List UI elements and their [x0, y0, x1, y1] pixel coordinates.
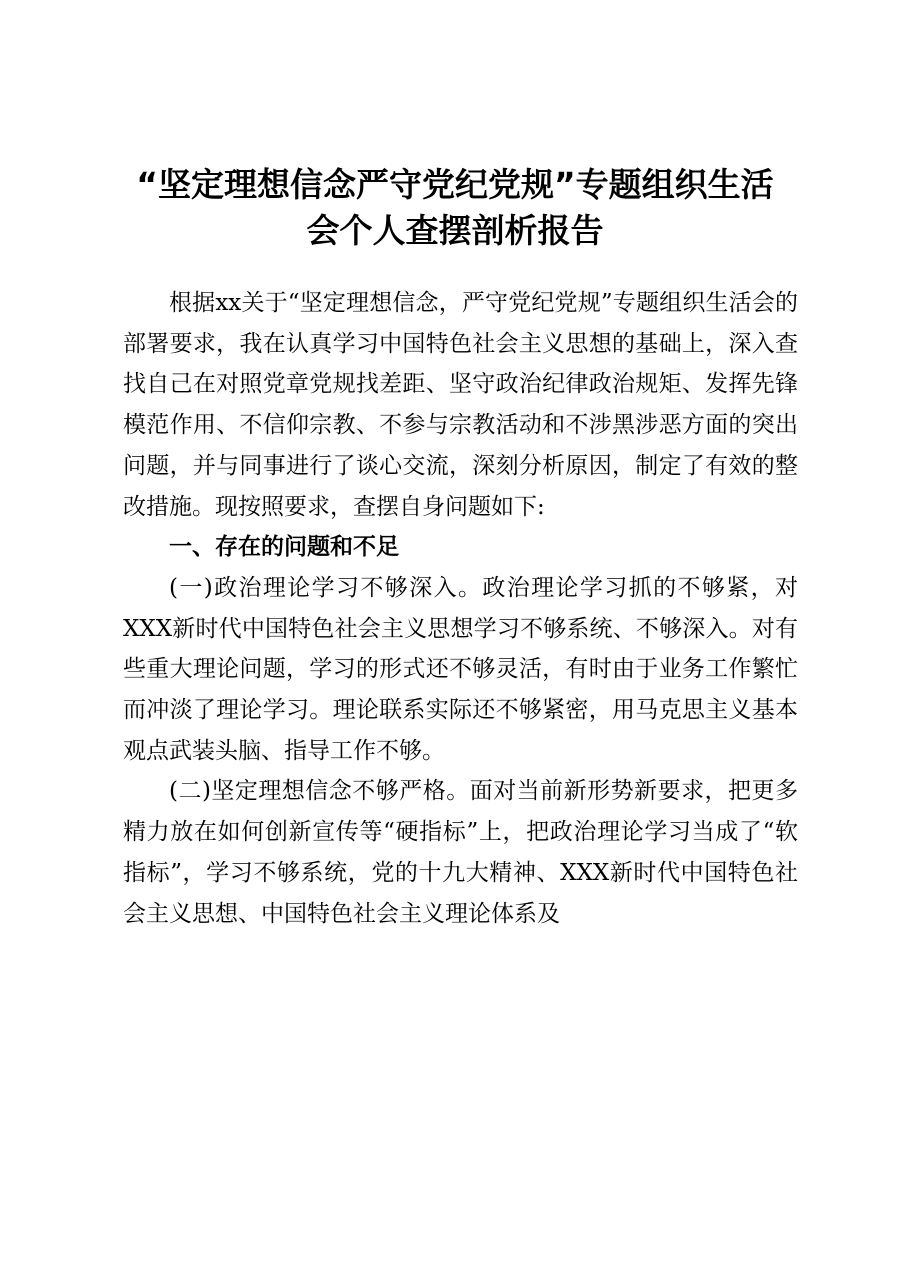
- item-title-1: (一)政治理论学习不够深入。: [169, 574, 483, 601]
- item-paragraph-1: [123, 568, 798, 772]
- item-paragraph-2: [123, 771, 798, 934]
- item-title-2: (二)坚定理想信念不够严格。: [169, 778, 470, 805]
- item-body-1: 政治理论学习抓的不够紧，对XXX新时代中国特色社会主义思想学习不够系统、不够深入。对有些重大理论问题，学习的形式还不够灵活，有时由于业务工作繁忙而冲淡了理论学习。理论联系实际还不够紧密，用马克思主义基本观点武装头脑、指导工作不够。: [123, 574, 798, 764]
- document-title: [110, 162, 800, 254]
- title-line-1: “坚定理想信念严守党纪党规”专题组织生活: [136, 165, 774, 204]
- item-body-2: 面对当前新形势新要求，把更多精力放在如何创新宣传等“硬指标”上，把政治理论学习当成了“软指标”，学习不够系统，党的十九大精神、XXX新时代中国特色社会主义思想、中国特色社会主义理论体系及: [123, 778, 799, 927]
- section-heading-1: 一、存在的问题和不足: [169, 534, 399, 561]
- title-line-2: 会个人查摆剖析报告: [306, 211, 604, 250]
- document-body: [123, 283, 798, 934]
- intro-paragraph: 根据xx关于“坚定理想信念，严守党纪党规”专题组织生活会的部署要求，我在认真学习中国特色社会主义思想的基础上，深入查找自己在对照党章党规找差距、坚守政治纪律政治规矩、发挥先锋模范作用、不信仰宗教、不参与宗教活动和不涉黑涉恶方面的突出问题，并与同事进行了谈心交流，深刻分析原因，制定了有效的整改措施。现按照要求，查摆自身问题如下:: [123, 290, 798, 520]
